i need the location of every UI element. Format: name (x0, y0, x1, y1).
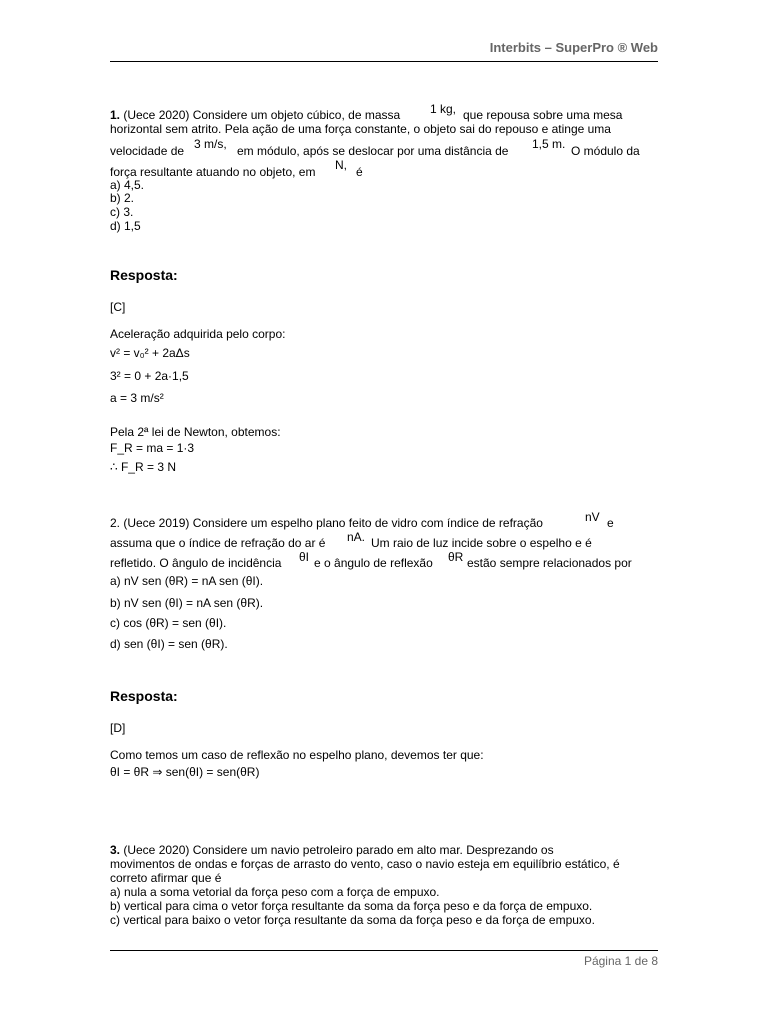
page-footer: Página 1 de 8 (110, 950, 658, 968)
q3-option-a: a) nula a soma vetorial da força peso com a força de empuxo. (110, 885, 440, 899)
q1-option-b: b) 2. (110, 191, 135, 205)
q1-option-d: d) 1,5 (110, 219, 141, 233)
q2-line2a: assuma que o índice de refração do ar é (110, 536, 326, 550)
r2-text1: Como temos um caso de reflexão no espelho plano, devemos ter que: (110, 748, 484, 762)
q1-line3c: O módulo da (571, 144, 640, 158)
r1-text2: Pela 2ª lei de Newton, obtemos: (110, 425, 281, 439)
q3-line2: movimentos de ondas e forças de arrasto do vento, caso o navio esteja em equilíbrio estático, é (110, 857, 620, 871)
q1-option-c: c) 3. (110, 205, 134, 219)
q2-option-a: a) nV sen (θR) = nA sen (θI). (110, 574, 264, 588)
q2-line2b: Um raio de luz incide sobre o espelho e é (371, 536, 592, 550)
r1-eq2: 3² = 0 + 2a·1,5 (110, 369, 189, 383)
r1-text1: Aceleração adquirida pelo corpo: (110, 327, 286, 341)
q2-option-d: d) sen (θI) = sen (θR). (110, 637, 228, 651)
q2-line3a: refletido. O ângulo de incidência (110, 556, 282, 570)
q2-line3c: estão sempre relacionados por (467, 556, 632, 570)
q3-option-c: c) vertical para baixo o vetor força resultante da soma da força peso e da força de empuxo. (110, 913, 595, 927)
q2-nA: nA. (347, 530, 366, 544)
q3-number: 3. (110, 843, 121, 857)
q2-option-c: c) cos (θR) = sen (θI). (110, 616, 227, 630)
q3-line1-text: (Uece 2020) Considere um navio petroleiro parado em alto mar. Desprezando os (120, 843, 554, 857)
q2-line3b: e o ângulo de reflexão (314, 556, 433, 570)
q1-number: 1. (110, 108, 121, 122)
r1-eq1: v² = v₀² + 2aΔs (110, 346, 190, 360)
q3-option-b: b) vertical para cima o vetor força resultante da soma da força peso e da força de empuxo. (110, 899, 593, 913)
q1-distance: 1,5 m. (532, 137, 566, 151)
r1-answer: [C] (110, 300, 126, 314)
r2-answer: [D] (110, 721, 126, 735)
q2-line1a: 2. (Uece 2019) Considere um espelho plano feito de vidro com índice de refração (110, 516, 543, 530)
page-header: Interbits – SuperPro ® Web (110, 40, 658, 62)
q1-line4b: é (356, 165, 363, 179)
r1-eq5: ∴ F_R = 3 N (110, 460, 176, 474)
q2-thetaR: θR (448, 550, 464, 564)
q2-thetaI: θI (299, 550, 310, 564)
r1-eq3: a = 3 m/s² (110, 391, 164, 405)
q1-mass: 1 kg, (430, 102, 457, 116)
q1-line1 (110, 108, 400, 122)
r1-eq4: F_R = ma = 1·3 (110, 441, 195, 455)
q1-line2: horizontal sem atrito. Pela ação de uma força constante, o objeto sai do repouso e atinge uma (110, 122, 611, 136)
q1-option-a: a) 4,5. (110, 178, 145, 192)
q1-line4a: força resultante atuando no objeto, em (110, 165, 316, 179)
q2-option-b: b) nV sen (θI) = nA sen (θR). (110, 596, 264, 610)
q1-speed: 3 m/s, (194, 137, 227, 151)
q2-nV: nV (585, 510, 600, 524)
q3-line3: correto afirmar que é (110, 871, 222, 885)
q1-line1b: que repousa sobre uma mesa (463, 108, 623, 122)
r1-heading: Resposta: (110, 267, 178, 283)
q3-line1 (110, 843, 554, 857)
q1-line1-text: (Uece 2020) Considere um objeto cúbico, de massa (120, 108, 401, 122)
q1-line3a: velocidade de (110, 144, 185, 158)
q1-unit: N, (335, 158, 347, 172)
q1-line3b: em módulo, após se deslocar por uma distância de (237, 144, 509, 158)
q2-line1b: e (607, 516, 614, 530)
r2-eq1: θI = θR ⇒ sen(θI) = sen(θR) (110, 765, 260, 779)
r2-heading: Resposta: (110, 688, 178, 704)
